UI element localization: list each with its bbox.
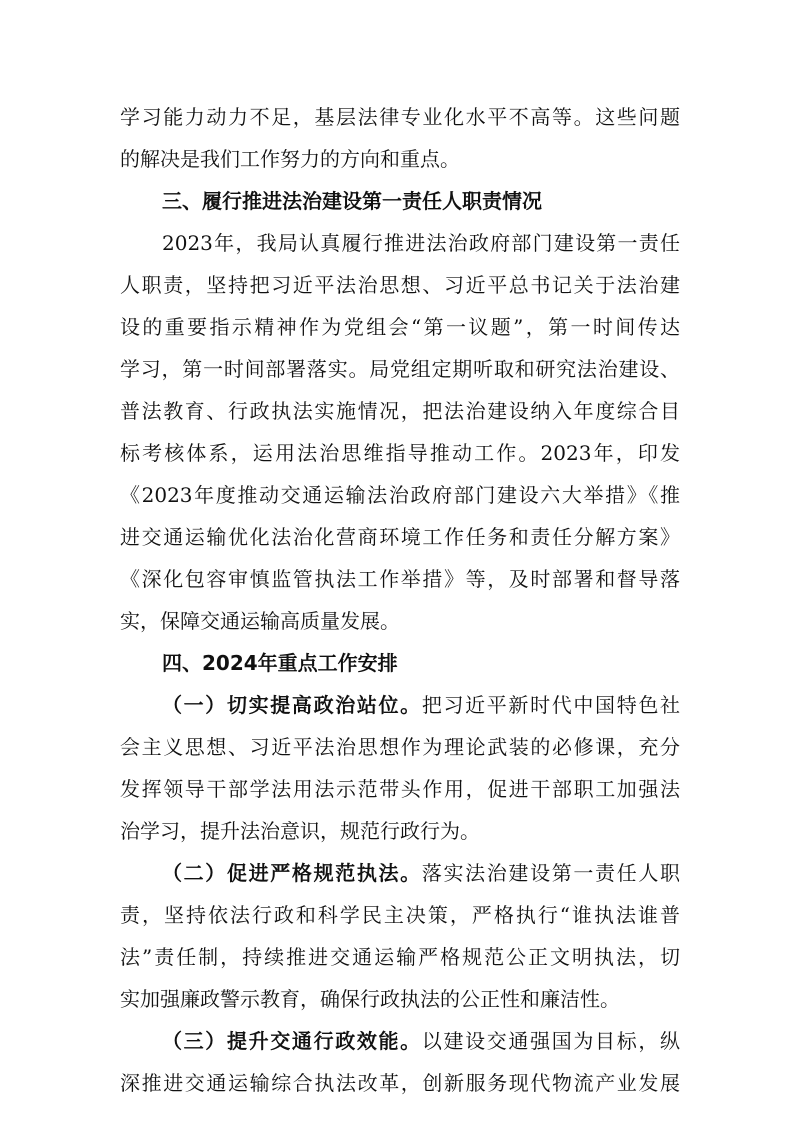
section-heading-4: 四、2024年重点工作安排 xyxy=(162,651,398,675)
section-heading-3: 三、履行推进法治建设第一责任人职责情况 xyxy=(162,189,542,213)
body-line: 设的重要指示精神作为党组会“第一议题”，第一时间传达 xyxy=(120,315,680,339)
item-lead: （三）提升交通行政效能。 xyxy=(162,1029,422,1053)
item-first-rest: 落实法治建设第一责任人职 xyxy=(421,861,681,885)
body-line: 责，坚持依法行政和科学民主决策，严格执行“谁执法谁普 xyxy=(120,903,680,927)
item-first-line xyxy=(120,1020,680,1062)
item-lead: （二）促进严格规范执法。 xyxy=(162,861,422,885)
body-line: 进交通运输优化法治化营商环境工作任务和责任分解方案》 xyxy=(120,525,680,549)
body-line: 发挥领导干部学法用法示范带头作用，促进干部职工加强法 xyxy=(120,777,680,801)
body-line: 实加强廉政警示教育，确保行政执法的公正性和廉洁性。 xyxy=(120,987,620,1011)
body-line: 普法教育、行政执法实施情况，把法治建设纳入年度综合目 xyxy=(120,399,680,423)
item-first-line xyxy=(120,684,680,726)
body-line: 治学习，提升法治意识，规范行政行为。 xyxy=(120,819,480,843)
body-line: 深推进交通运输综合执法改革，创新服务现代物流产业发展 xyxy=(120,1071,680,1095)
body-line: 的解决是我们工作努力的方向和重点。 xyxy=(120,147,460,171)
body-line: 会主义思想、习近平法治思想作为理论武装的必修课，充分 xyxy=(120,735,680,759)
item-first-line xyxy=(120,852,680,894)
body-line: 2023年，我局认真履行推进法治政府部门建设第一责任 xyxy=(162,231,680,255)
body-line: 人职责，坚持把习近平法治思想、习近平总书记关于法治建 xyxy=(120,273,680,297)
item-first-rest: 以建设交通强国为目标，纵 xyxy=(421,1029,681,1053)
body-line: 法”责任制，持续推进交通运输严格规范公正文明执法，切 xyxy=(120,945,680,969)
item-first-rest: 把习近平新时代中国特色社 xyxy=(421,693,681,717)
document-page xyxy=(120,96,680,1104)
body-line: 《2023年度推动交通运输法治政府部门建设六大举措》《推 xyxy=(120,483,680,507)
body-line: 《深化包容审慎监管执法工作举措》等，及时部署和督导落 xyxy=(120,567,680,591)
body-line: 学习能力动力不足，基层法律专业化水平不高等。这些问题 xyxy=(120,105,680,129)
body-line: 实，保障交通运输高质量发展。 xyxy=(120,609,400,633)
body-line: 学习，第一时间部署落实。局党组定期听取和研究法治建设、 xyxy=(120,357,680,381)
item-lead: （一）切实提高政治站位。 xyxy=(162,693,422,717)
body-line: 标考核体系，运用法治思维指导推动工作。2023年，印发 xyxy=(120,441,680,465)
